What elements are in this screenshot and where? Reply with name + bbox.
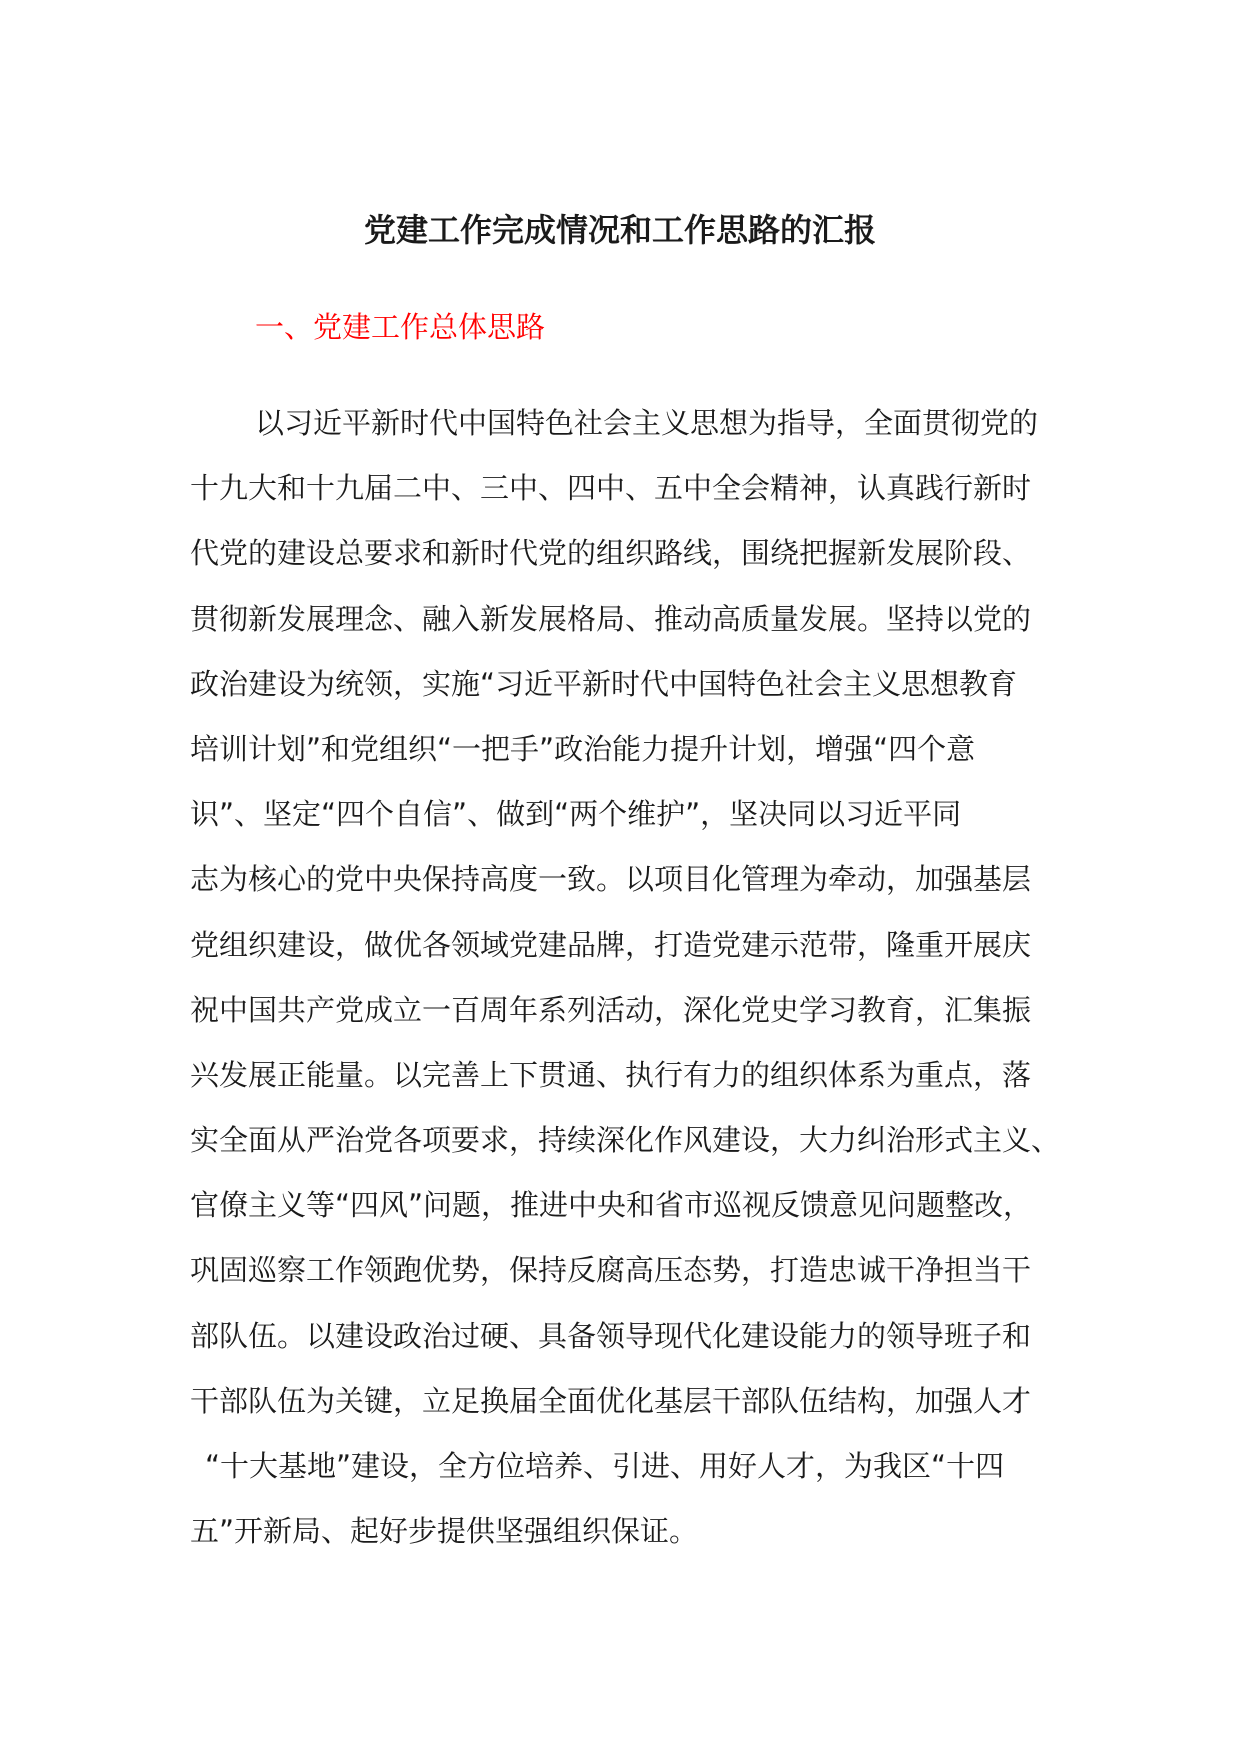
paragraph-line: 官僚主义等“四风”问题，推进中央和省市巡视反馈意见问题整改，	[190, 1188, 1033, 1223]
paragraph-line: 巩固巡察工作领跑优势，保持反腐高压态势，打造忠诚干净担当干	[190, 1253, 1032, 1288]
paragraph-line: 培训计划”和党组织“一把手”政治能力提升计划，增强“四个意	[190, 731, 976, 766]
paragraph-line: 五”开新局、起好步提供坚强组织保证。	[190, 1514, 699, 1549]
paragraph-line: 祝中国共产党成立一百周年系列活动，深化党史学习教育，汇集振	[190, 992, 1032, 1027]
paragraph-line: “十大基地”建设，全方位培养、引进、用好人才，为我区“十四	[205, 1449, 1005, 1483]
paragraph-line: 志为核心的党中央保持高度一致。以项目化管理为牵动，加强基层	[190, 862, 1032, 897]
paragraph-line: 部队伍。以建设政治过硬、具备领导现代化建设能力的领导班子和	[190, 1318, 1032, 1353]
paragraph-line: 十九大和十九届二中、三中、四中、五中全会精神，认真践行新时	[190, 471, 1032, 506]
paragraph-line: 识”、坚定“四个自信”、做到“两个维护”，坚决同以习近平同	[190, 797, 962, 832]
section-heading: 一、党建工作总体思路	[255, 310, 546, 344]
body-paragraph	[190, 398, 1060, 1571]
paragraph-line: 兴发展正能量。以完善上下贯通、执行有力的组织体系为重点，落	[190, 1057, 1032, 1092]
paragraph-line: 政治建设为统领，实施“习近平新时代中国特色社会主义思想教育	[190, 666, 1018, 701]
paragraph-line: 党组织建设，做优各领域党建品牌，打造党建示范带，隆重开展庆	[190, 927, 1032, 962]
paragraph-line: 贯彻新发展理念、融入新发展格局、推动高质量发展。坚持以党的	[190, 601, 1032, 636]
paragraph-line: 实全面从严治党各项要求，持续深化作风建设，大力纠治形式主义、	[190, 1123, 1061, 1158]
document-title: 党建工作完成情况和工作思路的汇报	[363, 211, 876, 249]
paragraph-line: 代党的建设总要求和新时代党的组织路线，围绕把握新发展阶段、	[190, 536, 1032, 571]
paragraph-line: 干部队伍为关键，立足换届全面优化基层干部队伍结构，加强人才	[190, 1383, 1032, 1418]
paragraph-line: 以习近平新时代中国特色社会主义思想为指导，全面贯彻党的	[255, 406, 1039, 440]
